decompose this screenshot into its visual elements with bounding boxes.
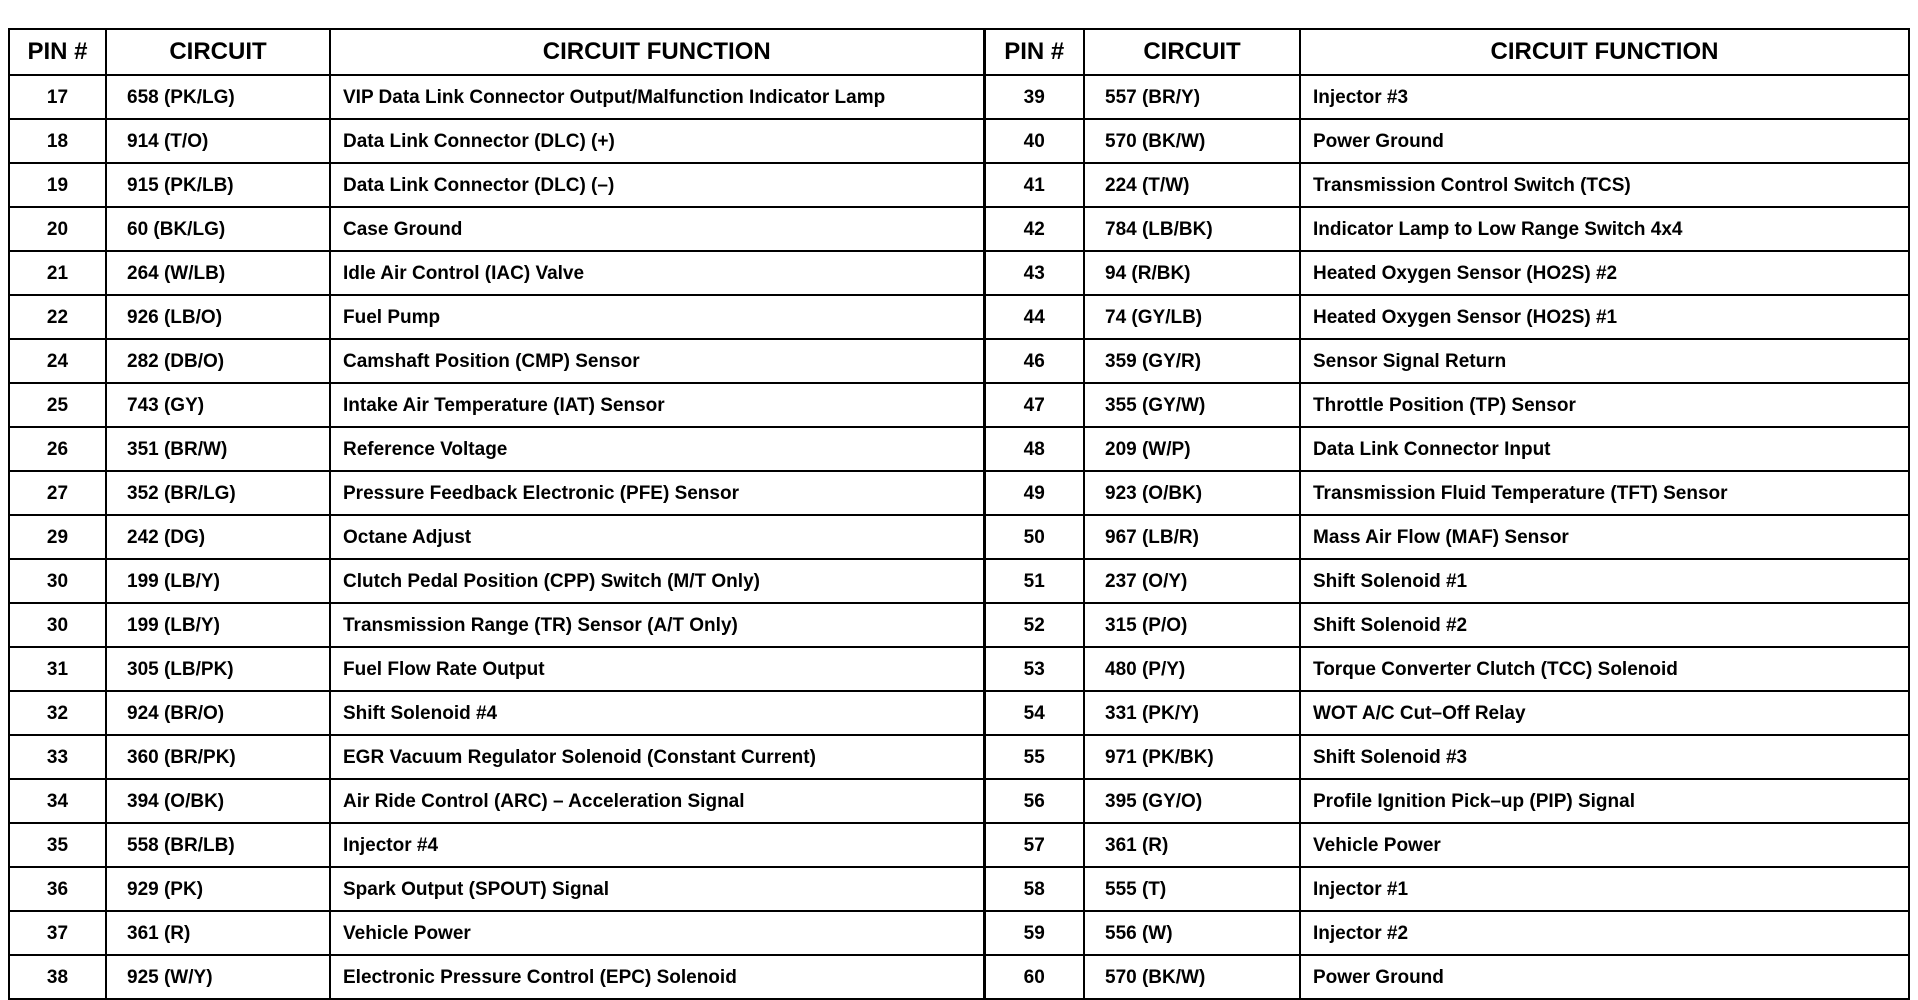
header-function-left: CIRCUIT FUNCTION [330, 29, 984, 75]
right-pin-cell: 52 [984, 603, 1084, 647]
left-pin-cell: 18 [9, 119, 106, 163]
right-function-cell: Torque Converter Clutch (TCC) Solenoid [1300, 647, 1909, 691]
table-row [9, 823, 1909, 867]
left-circuit-cell: 242 (DG) [106, 515, 330, 559]
right-pin-cell: 55 [984, 735, 1084, 779]
left-function-cell: Fuel Flow Rate Output [330, 647, 984, 691]
left-circuit-cell: 361 (R) [106, 911, 330, 955]
left-pin-cell: 19 [9, 163, 106, 207]
left-circuit-cell: 199 (LB/Y) [106, 603, 330, 647]
right-circuit-cell: 74 (GY/LB) [1084, 295, 1300, 339]
right-circuit-cell: 971 (PK/BK) [1084, 735, 1300, 779]
left-circuit-cell: 658 (PK/LG) [106, 75, 330, 119]
right-pin-cell: 57 [984, 823, 1084, 867]
table-row [9, 207, 1909, 251]
left-circuit-cell: 925 (W/Y) [106, 955, 330, 999]
right-function-cell: Heated Oxygen Sensor (HO2S) #1 [1300, 295, 1909, 339]
right-function-cell: Power Ground [1300, 955, 1909, 999]
right-circuit-cell: 557 (BR/Y) [1084, 75, 1300, 119]
right-circuit-cell: 967 (LB/R) [1084, 515, 1300, 559]
left-circuit-cell: 282 (DB/O) [106, 339, 330, 383]
table-row [9, 295, 1909, 339]
left-circuit-cell: 926 (LB/O) [106, 295, 330, 339]
table-row [9, 119, 1909, 163]
header-pin-right: PIN # [984, 29, 1084, 75]
left-circuit-cell: 743 (GY) [106, 383, 330, 427]
right-pin-cell: 60 [984, 955, 1084, 999]
left-circuit-cell: 60 (BK/LG) [106, 207, 330, 251]
left-function-cell: Data Link Connector (DLC) (+) [330, 119, 984, 163]
right-function-cell: Power Ground [1300, 119, 1909, 163]
table-header-row [9, 29, 1909, 75]
right-circuit-cell: 209 (W/P) [1084, 427, 1300, 471]
right-function-cell: Mass Air Flow (MAF) Sensor [1300, 515, 1909, 559]
table-row [9, 691, 1909, 735]
left-circuit-cell: 360 (BR/PK) [106, 735, 330, 779]
left-pin-cell: 36 [9, 867, 106, 911]
table-row [9, 427, 1909, 471]
right-pin-cell: 47 [984, 383, 1084, 427]
table-row [9, 163, 1909, 207]
right-function-cell: WOT A/C Cut–Off Relay [1300, 691, 1909, 735]
left-function-cell: Camshaft Position (CMP) Sensor [330, 339, 984, 383]
right-pin-cell: 56 [984, 779, 1084, 823]
table-row [9, 339, 1909, 383]
header-pin-left: PIN # [9, 29, 106, 75]
left-function-cell: Fuel Pump [330, 295, 984, 339]
right-circuit-cell: 315 (P/O) [1084, 603, 1300, 647]
left-function-cell: Spark Output (SPOUT) Signal [330, 867, 984, 911]
table-row [9, 735, 1909, 779]
right-circuit-cell: 361 (R) [1084, 823, 1300, 867]
right-circuit-cell: 784 (LB/BK) [1084, 207, 1300, 251]
left-function-cell: Clutch Pedal Position (CPP) Switch (M/T Only) [330, 559, 984, 603]
right-pin-cell: 51 [984, 559, 1084, 603]
left-function-cell: Reference Voltage [330, 427, 984, 471]
left-circuit-cell: 394 (O/BK) [106, 779, 330, 823]
left-function-cell: Data Link Connector (DLC) (–) [330, 163, 984, 207]
right-function-cell: Sensor Signal Return [1300, 339, 1909, 383]
right-function-cell: Profile Ignition Pick–up (PIP) Signal [1300, 779, 1909, 823]
right-function-cell: Shift Solenoid #1 [1300, 559, 1909, 603]
right-circuit-cell: 556 (W) [1084, 911, 1300, 955]
right-function-cell: Indicator Lamp to Low Range Switch 4x4 [1300, 207, 1909, 251]
right-pin-cell: 46 [984, 339, 1084, 383]
left-pin-cell: 35 [9, 823, 106, 867]
left-circuit-cell: 929 (PK) [106, 867, 330, 911]
left-circuit-cell: 305 (LB/PK) [106, 647, 330, 691]
left-pin-cell: 33 [9, 735, 106, 779]
right-pin-cell: 42 [984, 207, 1084, 251]
header-circuit-right: CIRCUIT [1084, 29, 1300, 75]
right-circuit-cell: 94 (R/BK) [1084, 251, 1300, 295]
left-circuit-cell: 199 (LB/Y) [106, 559, 330, 603]
left-function-cell: EGR Vacuum Regulator Solenoid (Constant Current) [330, 735, 984, 779]
right-circuit-cell: 923 (O/BK) [1084, 471, 1300, 515]
left-pin-cell: 34 [9, 779, 106, 823]
right-function-cell: Shift Solenoid #3 [1300, 735, 1909, 779]
left-pin-cell: 29 [9, 515, 106, 559]
table-row [9, 779, 1909, 823]
right-pin-cell: 41 [984, 163, 1084, 207]
right-function-cell: Shift Solenoid #2 [1300, 603, 1909, 647]
left-function-cell: Injector #4 [330, 823, 984, 867]
left-circuit-cell: 914 (T/O) [106, 119, 330, 163]
left-function-cell: Vehicle Power [330, 911, 984, 955]
left-function-cell: Case Ground [330, 207, 984, 251]
right-circuit-cell: 237 (O/Y) [1084, 559, 1300, 603]
left-pin-cell: 21 [9, 251, 106, 295]
left-function-cell: Pressure Feedback Electronic (PFE) Sensor [330, 471, 984, 515]
pin-circuit-table [8, 28, 1910, 1000]
right-function-cell: Transmission Control Switch (TCS) [1300, 163, 1909, 207]
table-row [9, 251, 1909, 295]
table-row [9, 911, 1909, 955]
left-function-cell: Electronic Pressure Control (EPC) Solenoid [330, 955, 984, 999]
right-circuit-cell: 480 (P/Y) [1084, 647, 1300, 691]
right-pin-cell: 50 [984, 515, 1084, 559]
right-function-cell: Injector #2 [1300, 911, 1909, 955]
right-function-cell: Throttle Position (TP) Sensor [1300, 383, 1909, 427]
right-circuit-cell: 395 (GY/O) [1084, 779, 1300, 823]
right-function-cell: Transmission Fluid Temperature (TFT) Sensor [1300, 471, 1909, 515]
header-circuit-left: CIRCUIT [106, 29, 330, 75]
right-function-cell: Injector #3 [1300, 75, 1909, 119]
right-circuit-cell: 331 (PK/Y) [1084, 691, 1300, 735]
right-function-cell: Data Link Connector Input [1300, 427, 1909, 471]
table-body [9, 75, 1909, 999]
left-function-cell: Octane Adjust [330, 515, 984, 559]
left-circuit-cell: 264 (W/LB) [106, 251, 330, 295]
right-pin-cell: 58 [984, 867, 1084, 911]
right-pin-cell: 49 [984, 471, 1084, 515]
table-row [9, 515, 1909, 559]
right-pin-cell: 48 [984, 427, 1084, 471]
left-pin-cell: 31 [9, 647, 106, 691]
table-row [9, 471, 1909, 515]
left-pin-cell: 32 [9, 691, 106, 735]
table-row [9, 603, 1909, 647]
left-pin-cell: 24 [9, 339, 106, 383]
left-circuit-cell: 915 (PK/LB) [106, 163, 330, 207]
table-row [9, 383, 1909, 427]
right-pin-cell: 59 [984, 911, 1084, 955]
left-function-cell: Shift Solenoid #4 [330, 691, 984, 735]
left-pin-cell: 27 [9, 471, 106, 515]
left-function-cell: Air Ride Control (ARC) – Acceleration Signal [330, 779, 984, 823]
left-pin-cell: 37 [9, 911, 106, 955]
left-function-cell: Intake Air Temperature (IAT) Sensor [330, 383, 984, 427]
table-row [9, 75, 1909, 119]
left-pin-cell: 25 [9, 383, 106, 427]
right-circuit-cell: 224 (T/W) [1084, 163, 1300, 207]
table-row [9, 867, 1909, 911]
table-row [9, 559, 1909, 603]
left-function-cell: Transmission Range (TR) Sensor (A/T Only) [330, 603, 984, 647]
header-function-right: CIRCUIT FUNCTION [1300, 29, 1909, 75]
right-pin-cell: 54 [984, 691, 1084, 735]
right-pin-cell: 44 [984, 295, 1084, 339]
right-function-cell: Injector #1 [1300, 867, 1909, 911]
left-function-cell: VIP Data Link Connector Output/Malfunction Indicator Lamp [330, 75, 984, 119]
left-pin-cell: 26 [9, 427, 106, 471]
right-circuit-cell: 570 (BK/W) [1084, 119, 1300, 163]
left-pin-cell: 30 [9, 559, 106, 603]
left-circuit-cell: 924 (BR/O) [106, 691, 330, 735]
left-circuit-cell: 558 (BR/LB) [106, 823, 330, 867]
left-pin-cell: 17 [9, 75, 106, 119]
pin-table-sheet [8, 28, 1908, 1000]
left-circuit-cell: 352 (BR/LG) [106, 471, 330, 515]
left-pin-cell: 22 [9, 295, 106, 339]
left-pin-cell: 30 [9, 603, 106, 647]
table-row [9, 647, 1909, 691]
right-circuit-cell: 355 (GY/W) [1084, 383, 1300, 427]
right-pin-cell: 53 [984, 647, 1084, 691]
left-circuit-cell: 351 (BR/W) [106, 427, 330, 471]
right-function-cell: Vehicle Power [1300, 823, 1909, 867]
right-pin-cell: 43 [984, 251, 1084, 295]
right-circuit-cell: 555 (T) [1084, 867, 1300, 911]
left-pin-cell: 20 [9, 207, 106, 251]
right-pin-cell: 39 [984, 75, 1084, 119]
right-pin-cell: 40 [984, 119, 1084, 163]
right-function-cell: Heated Oxygen Sensor (HO2S) #2 [1300, 251, 1909, 295]
right-circuit-cell: 359 (GY/R) [1084, 339, 1300, 383]
right-circuit-cell: 570 (BK/W) [1084, 955, 1300, 999]
table-row [9, 955, 1909, 999]
left-function-cell: Idle Air Control (IAC) Valve [330, 251, 984, 295]
left-pin-cell: 38 [9, 955, 106, 999]
